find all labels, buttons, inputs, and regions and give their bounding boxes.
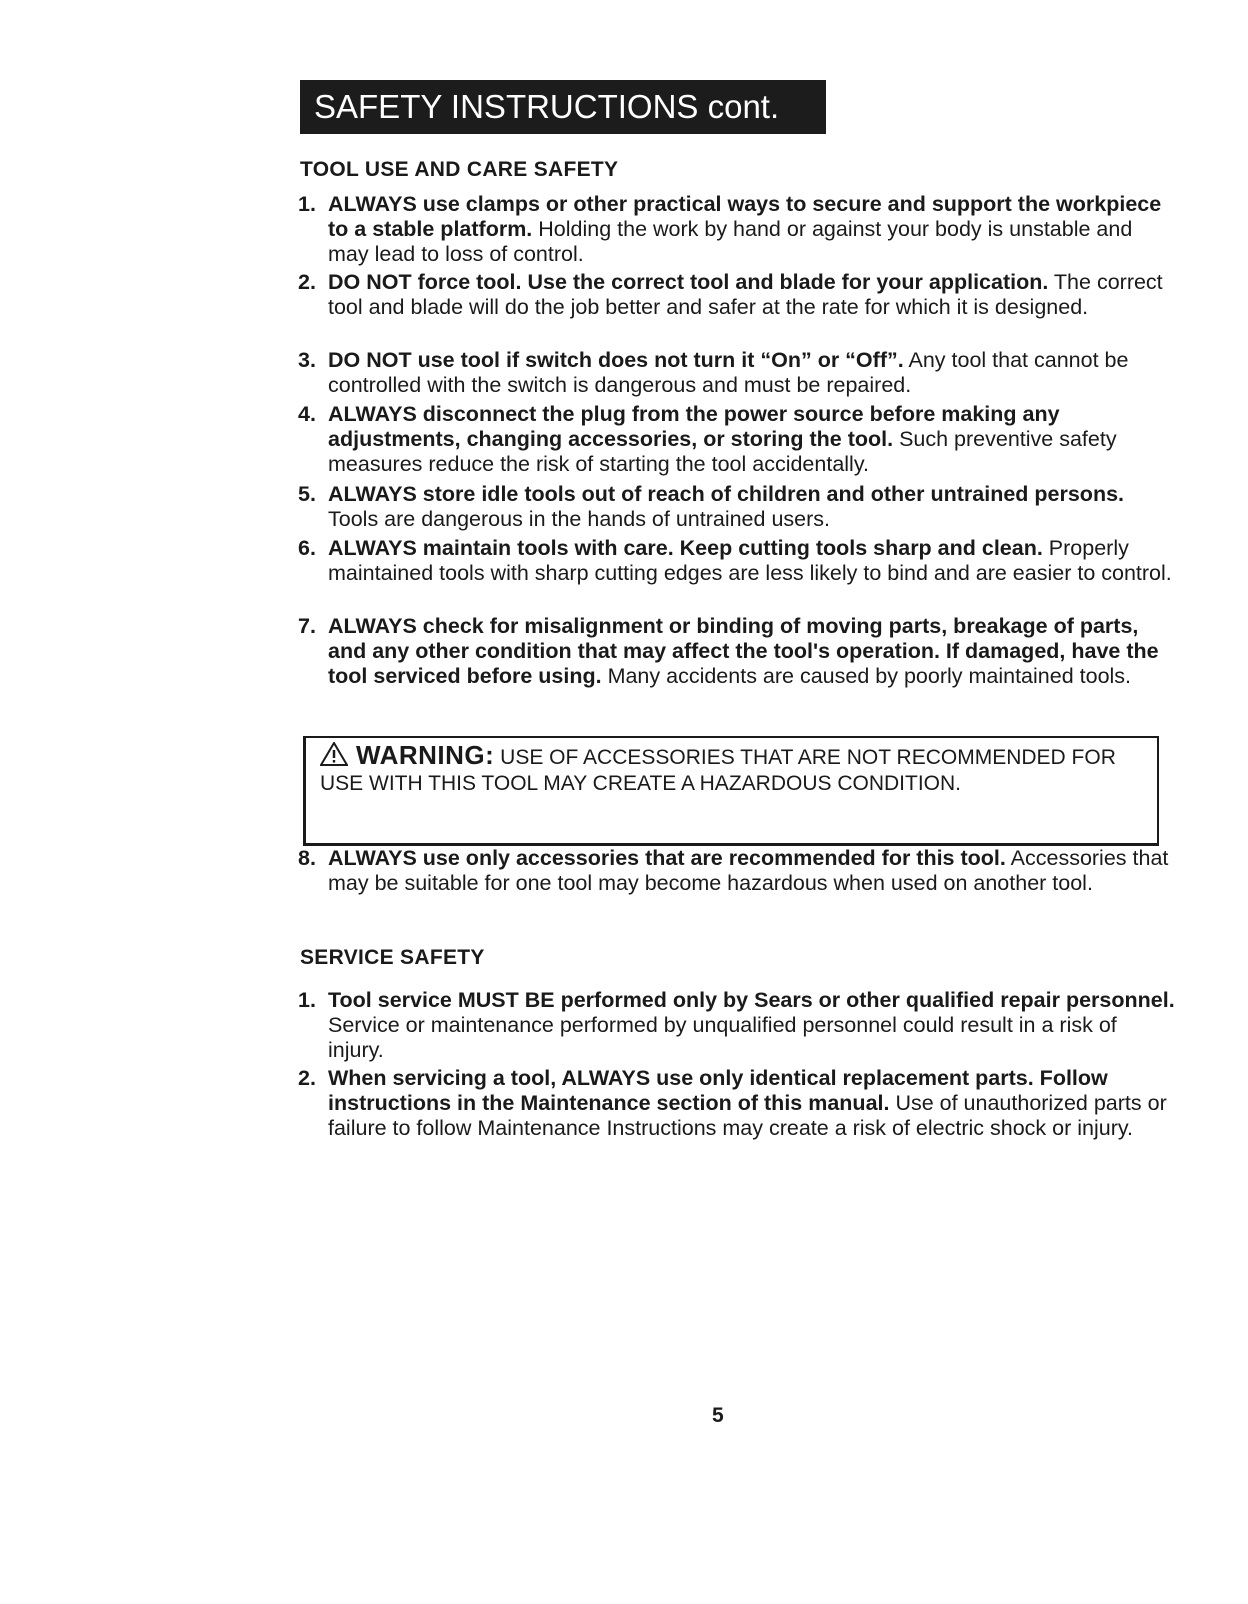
item-text: Service or maintenance performed by unqualified personnel could result in a risk of injury.: [328, 1013, 1117, 1062]
item-number: 1.: [298, 192, 316, 216]
warning-triangle-icon: [320, 742, 348, 766]
list-item: [298, 988, 1178, 1063]
item-text: Holding the work by hand or against your body is unstable and may lead to loss of control.: [328, 217, 1133, 266]
item-text: Any tool that cannot be controlled with the switch is dangerous and must be repaired.: [328, 348, 1129, 397]
item-number: 1.: [298, 988, 316, 1012]
list-item: [298, 846, 1178, 896]
item-number: 2.: [298, 1066, 316, 1090]
item-number: 3.: [298, 348, 316, 372]
list-item: [298, 192, 1178, 267]
item-text: Accessories that may be suitable for one tool may become hazardous when used on another tool.: [328, 846, 1169, 895]
item-text: Such preventive safety measures reduce the risk of starting the tool accidentally.: [328, 427, 1117, 476]
list-item: [298, 402, 1178, 477]
item-text: The correct tool and blade will do the job better and safer at the rate for which it is designed.: [328, 270, 1163, 319]
list-item: [298, 1066, 1178, 1141]
item-bold: ALWAYS check for misalignment or binding of moving parts, breakage of parts, and any other condition that may affect the tool's operation. If damaged, have the tool serviced before using.: [328, 614, 1159, 688]
item-bold: ALWAYS disconnect the plug from the power source before making any adjustments, changing accessories, or storing the tool.: [328, 402, 1060, 451]
item-bold: ALWAYS maintain tools with care. Keep cutting tools sharp and clean.: [328, 536, 1043, 560]
item-number: 5.: [298, 482, 316, 506]
service-safety-heading: SERVICE SAFETY: [300, 946, 485, 969]
item-bold: ALWAYS store idle tools out of reach of children and other untrained persons.: [328, 482, 1125, 506]
item-text: Use of unauthorized parts or failure to follow Maintenance Instructions may create a risk of electric shock or injury.: [328, 1091, 1167, 1140]
warning-label: WARNING:: [356, 740, 495, 770]
item-text: Tools are dangerous in the hands of untrained users.: [328, 507, 830, 531]
list-item: [298, 536, 1178, 586]
list-item: [298, 614, 1178, 689]
item-bold: Tool service MUST BE performed only by Sears or other qualified repair personnel.: [328, 988, 1175, 1012]
item-bold: When servicing a tool, ALWAYS use only identical replacement parts. Follow instructions in the Maintenance section of this manual.: [328, 1066, 1108, 1115]
page-number: 5: [712, 1404, 724, 1427]
item-number: 7.: [298, 614, 316, 638]
warning-text: USE OF ACCESSORIES THAT ARE NOT RECOMMENDED FOR USE WITH THIS TOOL MAY CREATE A HAZARDOUS CONDITION.: [320, 746, 1116, 795]
item-number: 8.: [298, 846, 316, 870]
list-item: [298, 482, 1178, 532]
item-bold: DO NOT force tool. Use the correct tool and blade for your application.: [328, 270, 1049, 294]
item-text: Many accidents are caused by poorly maintained tools.: [601, 664, 1132, 688]
item-number: 4.: [298, 402, 316, 426]
item-bold: ALWAYS use clamps or other practical ways to secure and support the workpiece to a stable platform.: [328, 192, 1162, 241]
list-item: [298, 348, 1178, 398]
section-banner: SAFETY INSTRUCTIONS cont.: [300, 80, 826, 134]
item-bold: DO NOT use tool if switch does not turn it “On” or “Off”.: [328, 348, 904, 372]
warning-message: [320, 742, 1140, 797]
warning-box: [303, 736, 1159, 846]
tool-use-heading: TOOL USE AND CARE SAFETY: [300, 158, 619, 181]
item-number: 6.: [298, 536, 316, 560]
item-text: Properly maintained tools with sharp cutting edges are less likely to bind and are easier to control.: [328, 536, 1172, 585]
item-bold: ALWAYS use only accessories that are recommended for this tool.: [328, 846, 1006, 870]
list-item: [298, 270, 1178, 320]
item-number: 2.: [298, 270, 316, 294]
